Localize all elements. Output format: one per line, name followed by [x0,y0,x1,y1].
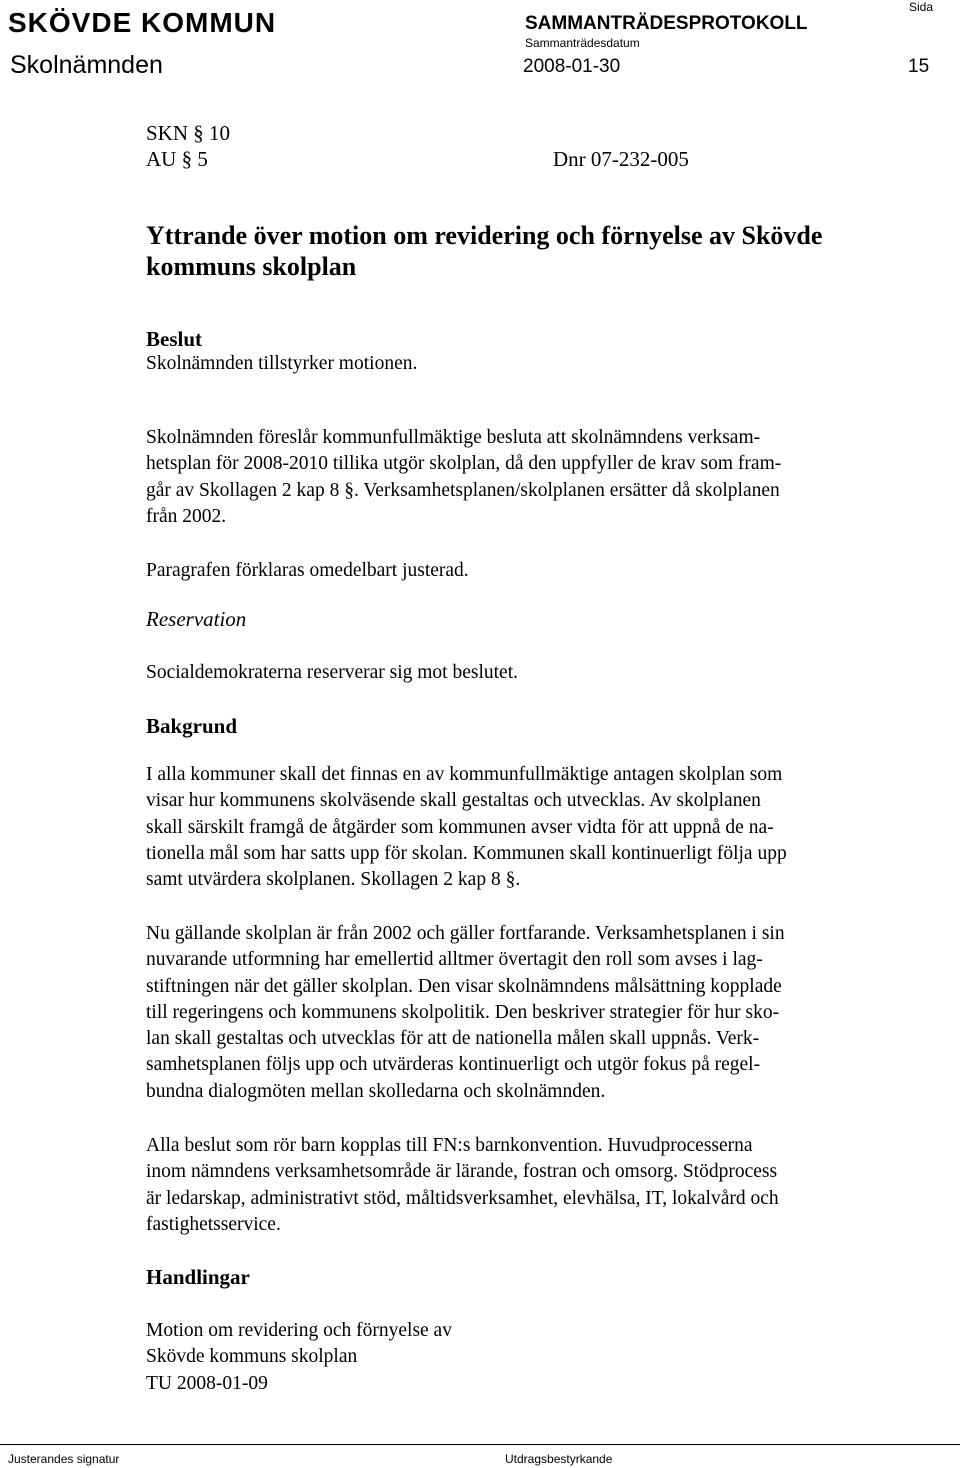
paragraph-line: Skolnämnden föreslår kommunfullmäktige besluta att skolnämndens verksam- [146,427,761,448]
paragraph-line: samt utvärdera skolplanen. Skollagen 2 kap 8 §. [146,869,521,891]
extract-certification-label: Utdragsbestyrkande [505,1452,613,1466]
bakgrund-heading: Bakgrund [146,714,238,738]
paragraph-line: inom nämndens verksamhetsområde är lärande, fostran och omsorg. Stödprocess [146,1161,778,1183]
document-title: Yttrande över motion om revidering och förnyelse av Skövde kommuns skolplan [146,221,823,281]
paragraph-line: fastighetsservice. [146,1213,281,1235]
beslut-heading: Beslut [146,327,203,351]
skn-paragraph-ref: SKN § 10 [146,121,231,145]
meeting-date-label: Sammanträdesdatum [525,36,640,50]
paragraph-line: I alla kommuner skall det finnas en av kommunfullmäktige antagen skolplan som [146,764,783,785]
document-reference-line: Motion om revidering och förnyelse av [146,1320,452,1341]
document-reference-line: Skövde kommuns skolplan [146,1346,358,1368]
document-reference-line: TU 2008-01-09 [146,1372,268,1394]
signature-label: Justerandes signatur [8,1452,120,1466]
bakgrund-paragraph-1 [146,762,906,893]
paragraph-line: lan skall gestaltas och utvecklas för att de nationella målen skall uppnås. Verk- [146,1028,760,1050]
meeting-date: 2008-01-30 [523,56,621,77]
paragraph-line: tionella mål som har satts upp för skolan. Kommunen skall kontinuerligt följa upp [146,842,787,864]
document-type: SAMMANTRÄDESPROTOKOLL [525,13,808,34]
paragraph-line: nuvarande utformning har emellertid alltmer övertagit den roll som avses i lag- [146,949,763,971]
justerad-text: Paragrafen förklaras omedelbart justerad. [146,560,469,581]
page-number: 15 [908,56,930,77]
reservation-heading: Reservation [146,607,247,631]
paragraph-line: till regeringens och kommunens skolpolitik. Den beskriver strategier för hur sko- [146,1001,780,1023]
committee-name: Skolnämnden [10,51,163,79]
au-paragraph-ref: AU § 5 [146,147,208,171]
paragraph-line: bundna dialogmöten mellan skolledarna och skolnämnden. [146,1080,606,1102]
handlingar-list [146,1318,906,1397]
paragraph-line: från 2002. [146,505,227,527]
footer-divider [0,1444,960,1445]
paragraph-line: stiftningen när det gäller skolplan. Den visar skolnämndens målsättning kopplade [146,975,782,997]
paragraph-line: visar hur kommunens skolväsende skall gestaltas och utvecklas. Av skolplanen [146,790,761,812]
handlingar-heading: Handlingar [146,1265,250,1289]
paragraph-line: samhetsplanen följs upp och utvärderas kontinuerligt och utgör fokus på regel- [146,1054,761,1076]
paragraph-line: är ledarskap, administrativt stöd, måltidsverksamhet, elevhälsa, IT, lokalvård och [146,1187,779,1209]
paragraph-line: skall särskilt framgå de åtgärder som kommunen avser vidta för att uppnå de na- [146,816,774,838]
beslut-proposal-paragraph [146,425,906,530]
organization-name: SKÖVDE KOMMUN [8,7,277,38]
diary-number: Dnr 07-232-005 [553,147,689,171]
page-label: Sida [909,0,934,14]
beslut-decision-text: Skolnämnden tillstyrker motionen. [146,353,418,374]
reservation-text: Socialdemokraterna reserverar sig mot beslutet. [146,662,518,683]
bakgrund-paragraph-3 [146,1133,906,1238]
paragraph-line: Alla beslut som rör barn kopplas till FN:s barnkonvention. Huvudprocesserna [146,1135,753,1156]
paragraph-line: hetsplan för 2008-2010 tillika utgör skolplan, då den uppfyller de krav som fram- [146,453,782,475]
bakgrund-paragraph-2 [146,921,906,1105]
paragraph-line: går av Skollagen 2 kap 8 §. Verksamhetsplanen/skolplanen ersätter då skolplanen [146,479,780,501]
paragraph-line: Nu gällande skolplan är från 2002 och gäller fortfarande. Verksamhetsplanen i sin [146,923,785,944]
